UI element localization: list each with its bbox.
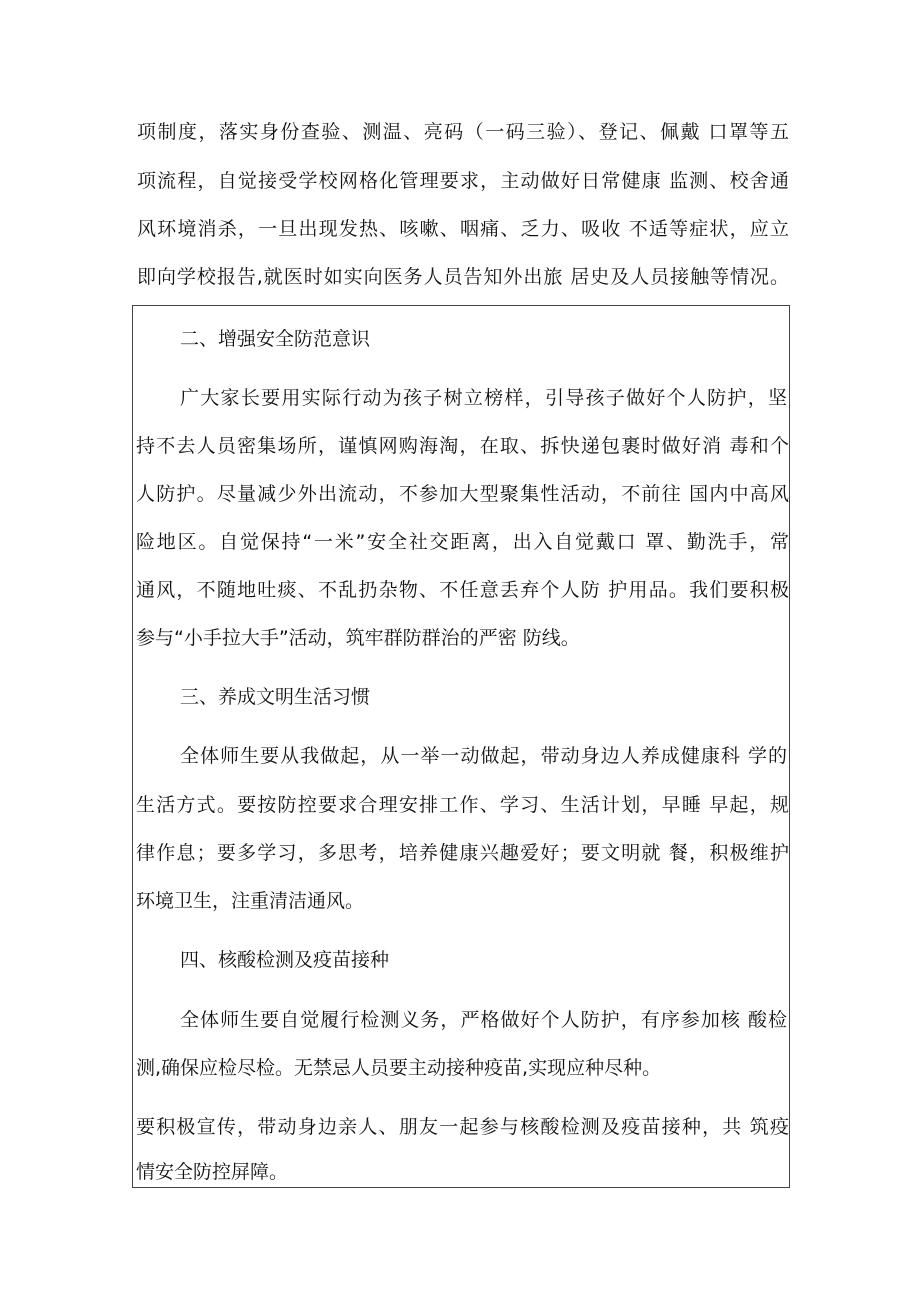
intro-line: 项流程，自觉接受学校网格化管理要求，主动做好日常健康 监测、校舍通 — [137, 170, 789, 192]
section-heading: 二、增强安全防范意识 — [180, 328, 371, 350]
section-heading: 三、养成文明生活习惯 — [180, 686, 371, 708]
content-frame — [132, 305, 790, 1188]
paragraph-line: 律作息；要多学习，多思考，培养健康兴趣爱好；要文明就 餐，积极维护 — [136, 842, 789, 864]
intro-line: 即向学校报告,就医时如实向医务人员告知外出旅 居史及人员接触等情况。 — [137, 266, 789, 288]
paragraph-line: 参与“小手拉大手”活动，筑牢群防群治的严密 防线。 — [136, 627, 580, 649]
paragraph-line: 情安全防控屏障。 — [136, 1161, 289, 1183]
intro-line: 项制度，落实身份查验、测温、亮码（一码三验）、登记、佩戴 口罩等五 — [137, 121, 789, 143]
paragraph-line: 持不去人员密集场所，谨慎网购海淘，在取、拆快递包裹时做好消 毒和个 — [136, 435, 789, 457]
paragraph-line: 全体师生要自觉履行检测义务，严格做好个人防护，有序参加核 酸检 — [180, 1009, 787, 1031]
paragraph-line: 测,确保应检尽检。无禁忌人员要主动接种疫苗,实现应种尽种。 — [136, 1057, 662, 1079]
paragraph-line: 要积极宣传，带动身边亲人、朋友一起参与核酸检测及疫苗接种，共 筑疫 — [136, 1116, 789, 1138]
paragraph-line: 广大家长要用实际行动为孩子树立榜样，引导孩子做好个人防护，坚 — [180, 387, 787, 409]
intro-line: 风环境消杀，一旦出现发热、咳嗽、咽痛、乏力、吸收 不适等症状，应立 — [137, 218, 789, 240]
paragraph-line: 全体师生要从我做起，从一举一动做起，带动身边人养成健康科 学的 — [180, 745, 787, 767]
section-heading: 四、核酸检测及疫苗接种 — [180, 949, 390, 971]
paragraph-line: 环境卫生，注重清洁通风。 — [136, 890, 365, 912]
paragraph-line: 通风，不随地吐痰、不乱扔杂物、不任意丢弃个人防 护用品。我们要积极 — [136, 579, 789, 601]
paragraph-line: 人防护。尽量减少外出流动，不参加大型聚集性活动，不前往 国内中高风 — [136, 483, 789, 505]
paragraph-line: 生活方式。要按防控要求合理安排工作、学习、生活计划，早睡 早起，规 — [136, 794, 789, 816]
paragraph-line: 险地区。自觉保持“一米”安全社交距离，出入自觉戴口 罩、勤洗手，常 — [136, 531, 789, 553]
